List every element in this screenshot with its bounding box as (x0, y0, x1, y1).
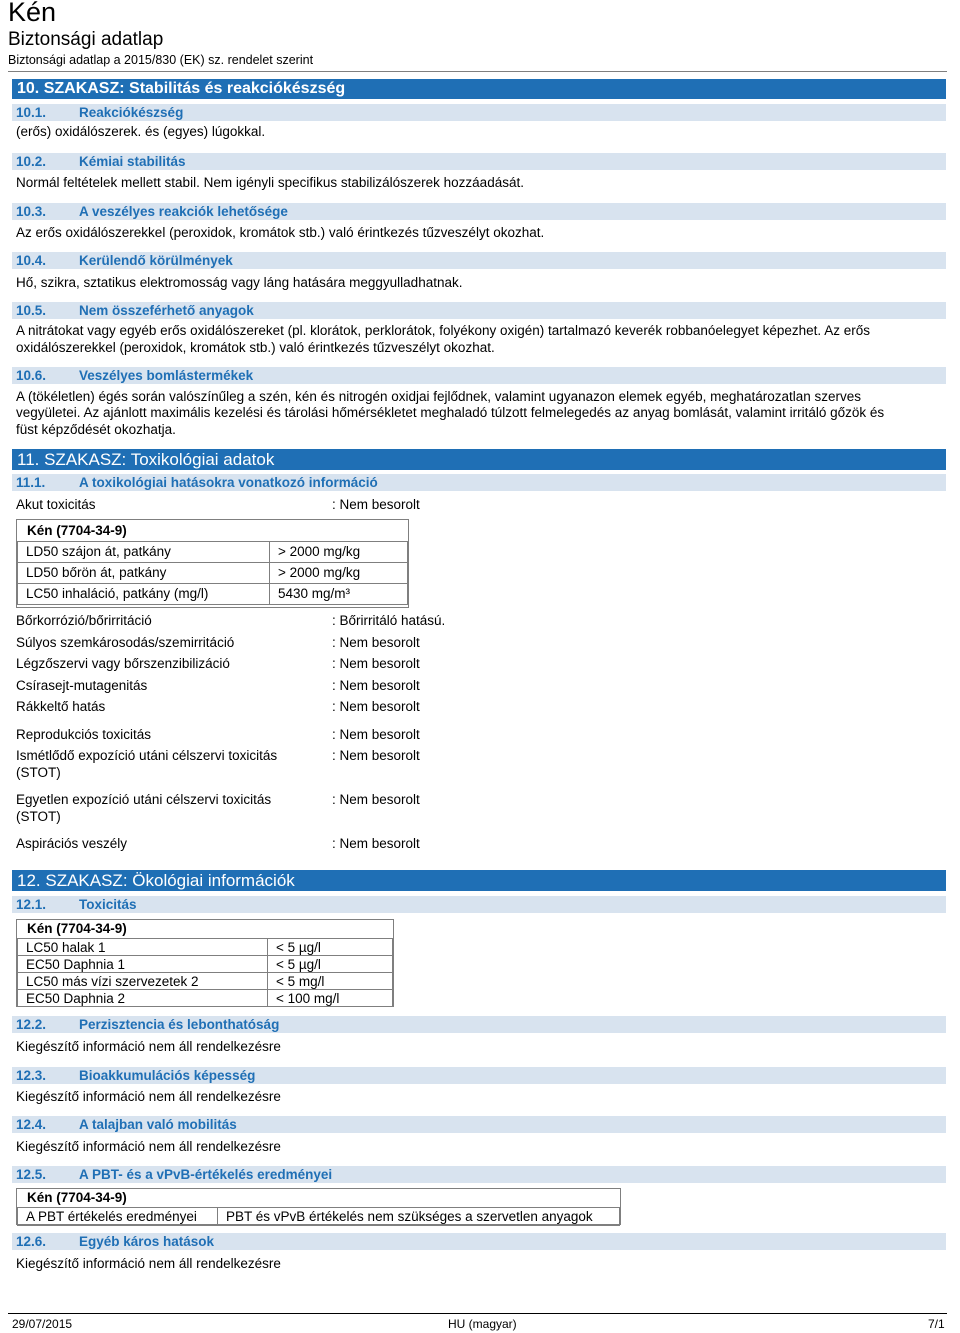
subsection-number: 12.3. (16, 1068, 47, 1083)
prop-value: : Bőrirritáló hatású. (332, 613, 446, 628)
prop-label-cont: (STOT) (16, 765, 61, 780)
subsection-12-4 (12, 1116, 946, 1133)
subsection-number: 12.4. (16, 1117, 47, 1132)
subsection-12-2 (12, 1016, 946, 1033)
section-12-header: 12. SZAKASZ: Ökológiai információk (12, 870, 946, 891)
prop-value: : Nem besorolt (332, 748, 420, 763)
prop-value: : Nem besorolt (332, 836, 420, 851)
text-10-4: Hő, szikra, sztatikus elektromosság vagy láng hatására meggyulladhatnak. (16, 275, 463, 290)
table-cell-key: EC50 Daphnia 2 (18, 990, 268, 1007)
prop-label: Rákkeltő hatás (16, 699, 106, 714)
prop-value: : Nem besorolt (332, 792, 420, 807)
document-title: Kén (8, 0, 57, 27)
prop-label-cont: (STOT) (16, 809, 61, 824)
prop-label: Bőrkorrózió/bőrirritáció (16, 613, 152, 628)
text-10-3: Az erős oxidálószerekkel (peroxidok, kromátok stb.) való érintkezés tűzveszélyt okozhat. (16, 225, 545, 240)
prop-value: : Nem besorolt (332, 656, 420, 671)
prop-label: Aspirációs veszély (16, 836, 128, 851)
table-row (18, 939, 393, 956)
subsection-number: 12.6. (16, 1234, 47, 1249)
table-cell-key: LC50 inhaláció, patkány (mg/l) (18, 584, 270, 605)
header-divider (8, 71, 947, 72)
subsection-label: Veszélyes bomlástermékek (79, 368, 254, 383)
prop-label: Súlyos szemkárosodás/szemirritáció (16, 635, 235, 650)
subsection-10-1 (12, 104, 946, 121)
subsection-10-6 (12, 367, 946, 384)
subsection-label: Egyéb káros hatások (79, 1234, 215, 1249)
subsection-label: Kémiai stabilitás (79, 154, 186, 169)
subsection-number: 10.5. (16, 303, 47, 318)
text-10-1: (erős) oxidálószerek. és (egyes) lúgokkal. (16, 124, 266, 139)
prop-value: : Nem besorolt (332, 678, 420, 693)
toxicity-table (16, 519, 409, 608)
table-cell-key: LC50 más vízi szervezetek 2 (18, 973, 268, 990)
table-cell-value: < 100 mg/l (268, 990, 393, 1007)
subsection-number: 10.4. (16, 253, 47, 268)
section-11-header: 11. SZAKASZ: Toxikológiai adatok (12, 449, 946, 470)
subsection-label: A PBT- és a vPvB-értékelés eredményei (79, 1167, 333, 1182)
table-row (18, 973, 393, 990)
subsection-12-3 (12, 1067, 946, 1084)
subsection-label: Kerülendő körülmények (79, 253, 233, 268)
text-10-6-line3: füst képződését okozhatja. (16, 422, 176, 437)
prop-label: Csírasejt-mutagenitás (16, 678, 148, 693)
subsection-label: Nem összeférhető anyagok (79, 303, 254, 318)
text-10-2: Normál feltételek mellett stabil. Nem igényli specifikus stabilizálószerek hozzáadását. (16, 175, 524, 190)
subsection-number: 12.2. (16, 1017, 47, 1032)
subsection-10-4 (12, 252, 946, 269)
subsection-12-1 (12, 896, 946, 913)
table-cell-value: > 2000 mg/kg (270, 563, 408, 584)
prop-value: : Nem besorolt (332, 727, 420, 742)
subsection-number: 10.1. (16, 105, 47, 120)
table-cell-key: A PBT értékelés eredményei (18, 1208, 218, 1226)
section-10-header: 10. SZAKASZ: Stabilitás és reakciókészség (12, 79, 946, 99)
document-subtitle: Biztonsági adatlap (8, 29, 164, 50)
subsection-number: 11.1. (16, 475, 46, 490)
prop-label: Reprodukciós toxicitás (16, 727, 152, 742)
subsection-label: Perzisztencia és lebonthatóság (79, 1017, 280, 1032)
subsection-12-5 (12, 1166, 946, 1183)
acute-toxicity-value: : Nem besorolt (332, 497, 420, 512)
subsection-label: Toxicitás (79, 897, 137, 912)
table-header: Kén (7704-34-9) (27, 523, 127, 538)
footer-divider (8, 1313, 947, 1314)
table-row (18, 1208, 620, 1226)
subsection-label: Reakciókészség (79, 105, 184, 120)
text-10-6-line2: vegyületei. Az ajánlott maximális kezelési és tárolási hőmérsékletet meghaladó túlzott felmelegedés az anyag bomlását, valamint irritáló gőzök és (16, 405, 885, 420)
table-row (18, 584, 408, 605)
prop-value: : Nem besorolt (332, 699, 420, 714)
subsection-label: A talajban való mobilitás (79, 1117, 237, 1132)
subsection-label: A veszélyes reakciók lehetősége (79, 204, 288, 219)
table-cell-value: > 2000 mg/kg (270, 542, 408, 563)
regulation-line: Biztonsági adatlap a 2015/830 (EK) sz. rendelet szerint (8, 53, 314, 67)
table-row (18, 956, 393, 973)
prop-label: Ismétlődő expozíció utáni célszervi toxicitás (16, 748, 278, 763)
text-12-3: Kiegészítő információ nem áll rendelkezésre (16, 1089, 281, 1104)
text-10-6-line1: A (tökéletlen) égés során valószínűleg a szén, kén és nitrogén oxidjai fejlődnek, valamint ugyanazon elemek egyéb, meghatározatlan szerves (16, 389, 861, 404)
subsection-label: Bioakkumulációs képesség (79, 1068, 256, 1083)
table-row (18, 990, 393, 1007)
table-cell-key: EC50 Daphnia 1 (18, 956, 268, 973)
text-12-4: Kiegészítő információ nem áll rendelkezésre (16, 1139, 281, 1154)
subsection-10-3 (12, 203, 946, 220)
prop-value: : Nem besorolt (332, 635, 420, 650)
table-cell-key: LD50 bőrön át, patkány (18, 563, 270, 584)
text-10-5-line2: oxidálószerekkel (peroxidok, kromátok stb.) való érintkezés tűzveszélyt okozhat. (16, 340, 495, 355)
pbt-table (16, 1188, 621, 1225)
subsection-label: A toxikológiai hatásokra vonatkozó információ (79, 475, 378, 490)
table-cell-value: < 5 mg/l (268, 973, 393, 990)
subsection-10-2 (12, 153, 946, 170)
text-10-5-line1: A nitrátokat vagy egyéb erős oxidálószereket (pl. klorátok, perklorátok, folyékony oxigén) tartalmazó keverék robbanóelegyet képezhet. Az erős (16, 323, 870, 338)
table-cell-key: LD50 szájon át, patkány (18, 542, 270, 563)
subsection-number: 10.6. (16, 368, 47, 383)
text-12-2: Kiegészítő információ nem áll rendelkezésre (16, 1039, 281, 1054)
table-row (18, 542, 408, 563)
ecotoxicity-table (16, 919, 394, 1007)
footer-page-number: 7/1 (928, 1317, 945, 1331)
table-cell-value: < 5 µg/l (268, 939, 393, 956)
prop-label: Légzőszervi vagy bőrszenzibilizáció (16, 656, 230, 671)
table-cell-key: LC50 halak 1 (18, 939, 268, 956)
footer-date: 29/07/2015 (12, 1317, 73, 1331)
subsection-number: 12.5. (16, 1167, 47, 1182)
subsection-11-1 (12, 474, 946, 491)
subsection-number: 10.3. (16, 204, 47, 219)
table-row (18, 563, 408, 584)
table-header: Kén (7704-34-9) (27, 921, 127, 936)
table-cell-value: < 5 µg/l (268, 956, 393, 973)
text-12-6: Kiegészítő információ nem áll rendelkezésre (16, 1256, 281, 1271)
subsection-number: 12.1. (16, 897, 47, 912)
subsection-10-5 (12, 302, 946, 319)
table-cell-value: PBT és vPvB értékelés nem szükséges a szervetlen anyagok (218, 1208, 620, 1226)
acute-toxicity-label: Akut toxicitás (16, 497, 96, 512)
prop-label: Egyetlen expozíció utáni célszervi toxicitás (16, 792, 272, 807)
table-cell-value: 5430 mg/m³ (270, 584, 408, 605)
subsection-12-6 (12, 1233, 946, 1250)
footer-language: HU (magyar) (448, 1317, 517, 1331)
subsection-number: 10.2. (16, 154, 47, 169)
table-header: Kén (7704-34-9) (27, 1190, 127, 1205)
